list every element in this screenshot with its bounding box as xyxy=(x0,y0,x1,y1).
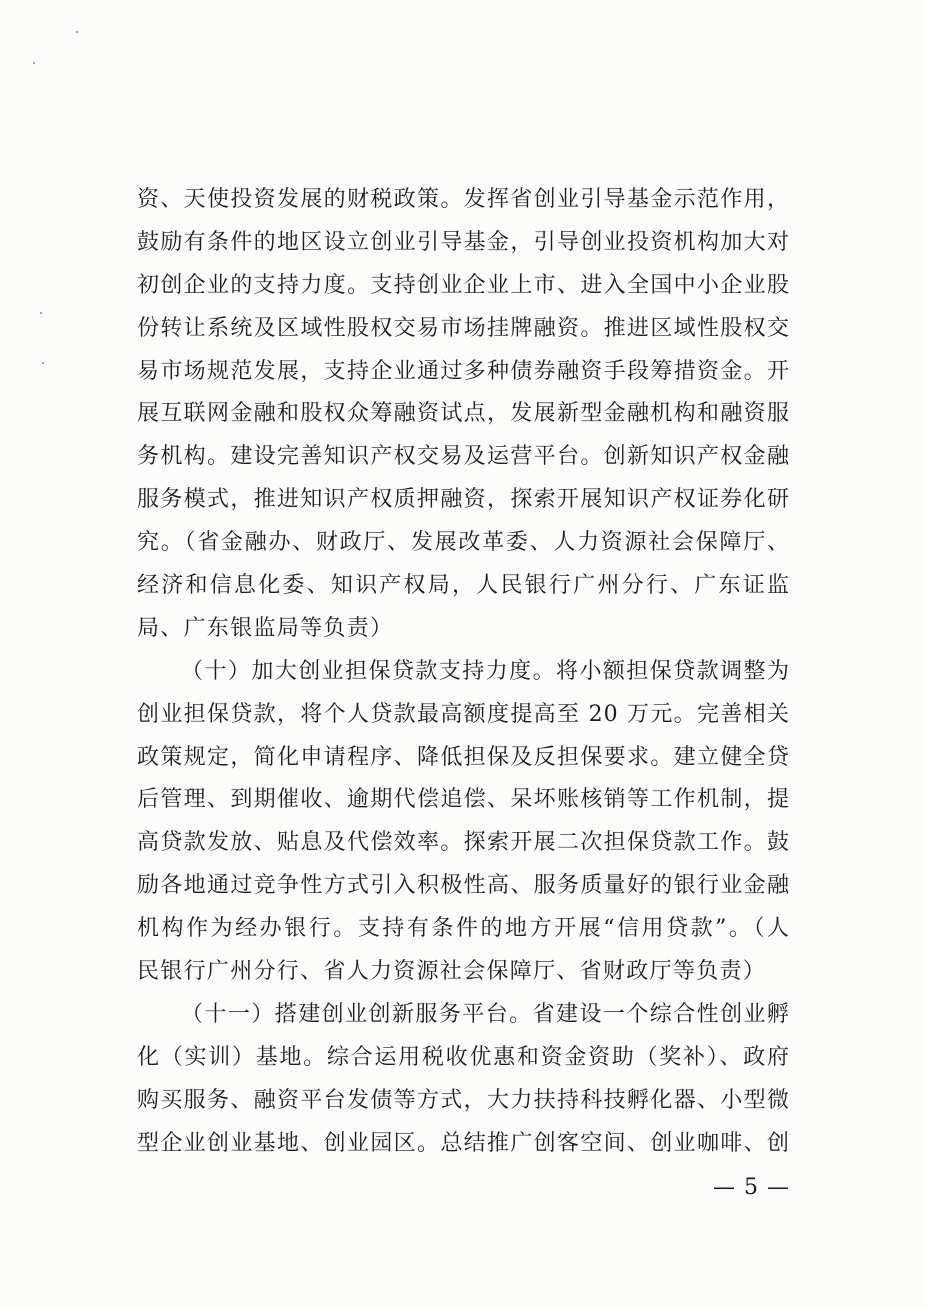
text-line: 经济和信息化委、知识产权局，人民银行广州分行、广东证监 xyxy=(137,573,790,599)
text-line: 初创企业的支持力度。支持创业企业上市、进入全国中小企业股 xyxy=(137,272,790,298)
text-line: 局、广东银监局等负责） xyxy=(137,615,394,641)
text-line: 务机构。建设完善知识产权交易及运营平台。创新知识产权金融 xyxy=(137,444,790,470)
body-text xyxy=(137,179,790,1165)
paragraph-item-11 xyxy=(137,994,790,1166)
text-line: （十）加大创业担保贷款支持力度。将小额担保贷款调整为 xyxy=(181,658,790,684)
text-line: 服务模式，推进知识产权质押融资，探索开展知识产权证券化研 xyxy=(137,487,790,513)
scan-speck xyxy=(40,312,42,314)
text-line: 资、天使投资发展的财税政策。发挥省创业引导基金示范作用， xyxy=(137,187,790,212)
text-line: 后管理、到期催收、逾期代偿追偿、呆坏账核销等工作机制，提 xyxy=(137,787,790,813)
text-line: 鼓励有条件的地区设立创业引导基金，引导创业投资机构加大对 xyxy=(137,229,790,255)
text-line: 励各地通过竞争性方式引入积极性高、服务质量好的银行业金融 xyxy=(137,873,790,899)
text-line: 展互联网金融和股权众筹融资试点，发展新型金融机构和融资服 xyxy=(137,401,790,427)
text-line: 份转让系统及区域性股权交易市场挂牌融资。推进区域性股权交 xyxy=(137,315,790,341)
scan-speck xyxy=(42,362,44,364)
scan-speck xyxy=(33,62,35,64)
text-line: 高贷款发放、贴息及代偿效率。探索开展二次担保贷款工作。鼓 xyxy=(137,830,790,856)
text-line: 型企业创业基地、创业园区。总结推广创客空间、创业咖啡、创 xyxy=(137,1130,790,1156)
paragraph-financing xyxy=(137,179,790,651)
text-line: 机构作为经办银行。支持有条件的地方开展“信用贷款”。（人 xyxy=(137,916,790,942)
scan-speck xyxy=(76,31,78,33)
text-line: 购买服务、融资平台发债等方式，大力扶持科技孵化器、小型微 xyxy=(137,1087,790,1113)
text-line: 民银行广州分行、省人力资源社会保障厅、省财政厅等负责） xyxy=(137,959,767,985)
text-line: 创业担保贷款，将个人贷款最高额度提高至 20 万元。完善相关 xyxy=(137,701,790,727)
text-line: 政策规定，简化申请程序、降低担保及反担保要求。建立健全贷 xyxy=(137,744,790,770)
paragraph-item-10 xyxy=(137,651,790,994)
text-line: 究。（省金融办、财政厅、发展改革委、人力资源社会保障厅、 xyxy=(137,530,790,556)
text-line: （十一）搭建创业创新服务平台。省建设一个综合性创业孵 xyxy=(181,1001,790,1027)
page-number: — 5 — xyxy=(713,1175,790,1200)
text-line: 化（实训）基地。综合运用税收优惠和资金资助（奖补）、政府 xyxy=(137,1044,790,1070)
text-line: 易市场规范发展，支持企业通过多种债券融资手段筹措资金。开 xyxy=(137,358,790,384)
